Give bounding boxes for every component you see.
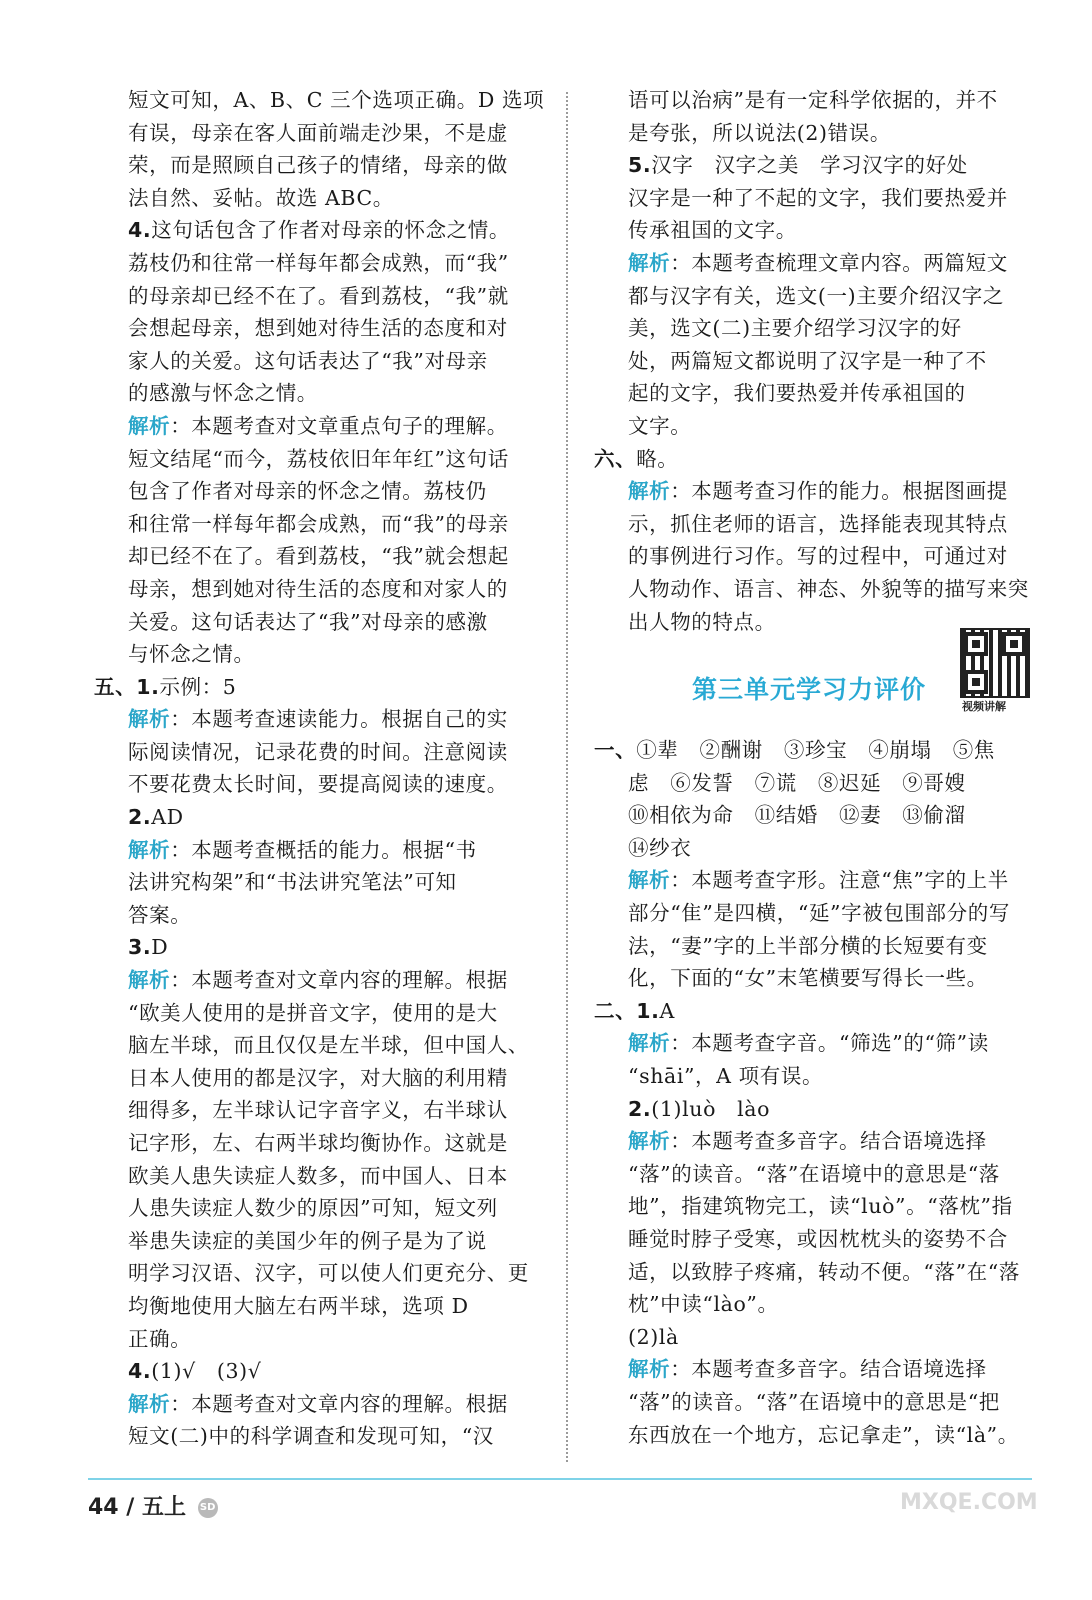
section-number: 二、 — [594, 998, 637, 1023]
line-text: 均衡地使用大脑左右两半球，选项 D — [128, 1293, 469, 1318]
text-line — [588, 573, 1046, 606]
text-line — [88, 475, 548, 508]
line-text: 细得多，左半球认记字音字义，右半球认 — [128, 1098, 508, 1123]
line-text: 和往常一样每年都会成熟，而“我”的母亲 — [128, 511, 509, 536]
text-line — [588, 149, 1046, 182]
unit-header — [588, 642, 1046, 734]
text-line — [88, 377, 548, 410]
text-line — [588, 1256, 1046, 1289]
text-line — [588, 377, 1046, 410]
line-text: 荣，而是照顾自己孩子的情绪，母亲的做 — [128, 153, 508, 178]
text-line — [588, 280, 1046, 313]
line-text: (2)là — [628, 1324, 679, 1349]
text-line — [588, 930, 1046, 963]
line-text: ：本题考查梳理文章内容。两篇短文 — [670, 250, 1008, 275]
line-text: 的母亲却已经不在了。看到荔枝，“我”就 — [128, 283, 509, 308]
line-text: 有误，母亲在客人面前端走沙果，不是虚 — [128, 120, 508, 145]
line-text: 是夸张，所以说法(2)错误。 — [628, 120, 891, 145]
line-text: ：本题考查多音字。结合语境选择 — [670, 1357, 987, 1382]
text-line — [88, 671, 548, 704]
question-number: 2. — [628, 1096, 652, 1121]
line-text: 示，抓住老师的语言，选择能表现其特点 — [628, 511, 1008, 536]
text-line — [588, 1060, 1046, 1093]
line-text: 适，以致脖子疼痛，转动不便。“落”在“落 — [628, 1259, 1020, 1284]
line-text: A — [659, 998, 675, 1023]
question-number: 1. — [636, 998, 660, 1023]
text-line — [88, 736, 548, 769]
text-line — [588, 443, 1046, 476]
line-text: D — [151, 935, 169, 960]
text-line — [588, 1353, 1046, 1386]
line-text: 母亲，想到她对待生活的态度和对家人的 — [128, 576, 508, 601]
text-line — [588, 864, 1046, 897]
line-text: 处，两篇短文都说明了汉字是一种了不 — [628, 348, 987, 373]
unit-title: 第三单元学习力评价 — [692, 675, 927, 705]
text-line — [588, 508, 1046, 541]
text-line — [88, 1323, 548, 1356]
line-text: 传承祖国的文字。 — [628, 218, 797, 243]
line-text: ：本题考查多音字。结合语境选择 — [670, 1129, 987, 1154]
text-line — [88, 410, 548, 443]
right-column-bottom — [588, 734, 1046, 1451]
line-text: (1)√ (3)√ — [151, 1359, 262, 1384]
text-line — [588, 1321, 1046, 1354]
line-text: 却已经不在了。看到荔枝，“我”就会想起 — [128, 544, 509, 569]
text-line — [588, 734, 1046, 767]
line-text: 这句话包含了作者对母亲的怀念之情。 — [151, 218, 510, 243]
analysis-label: 解析 — [128, 968, 171, 993]
text-line — [88, 312, 548, 345]
text-line — [588, 1190, 1046, 1223]
line-text: 起的文字，我们要热爱并传承祖国的 — [628, 381, 966, 406]
line-text: 短文可知，A、B、C 三个选项正确。D 选项 — [128, 88, 545, 112]
question-number: 4. — [128, 1359, 152, 1384]
line-text: 明学习汉语、汉字，可以使人们更充分、更 — [128, 1261, 529, 1286]
text-line — [88, 1094, 548, 1127]
analysis-label: 解析 — [128, 707, 171, 732]
text-line — [88, 182, 548, 215]
line-text: ：本题考查字音。“筛选”的“筛”读 — [670, 1031, 989, 1056]
line-text: 法讲究构架”和“书法讲究笔法”可知 — [128, 870, 457, 895]
text-line — [88, 703, 548, 736]
text-line — [88, 84, 548, 117]
line-text: 与怀念之情。 — [128, 642, 255, 667]
qr-caption: 视频讲解 — [962, 700, 1006, 714]
text-line — [588, 1223, 1046, 1256]
line-text: 答案。 — [128, 902, 192, 927]
text-line — [588, 345, 1046, 378]
text-line — [88, 964, 548, 997]
line-text: 关爱。这句话表达了“我”对母亲的感激 — [128, 609, 488, 634]
right-column-top — [588, 84, 1046, 638]
text-line — [88, 1257, 548, 1290]
text-line — [88, 149, 548, 182]
line-text: ：本题考查对文章内容的理解。根据 — [170, 968, 508, 993]
text-line — [88, 1355, 548, 1388]
text-line — [588, 897, 1046, 930]
line-text: 虑 ⑥发誓 ⑦谎 ⑧迟延 ⑨哥嫂 — [628, 770, 966, 795]
text-line — [588, 962, 1046, 995]
edition-badge: SD — [198, 1498, 218, 1518]
text-line — [88, 1127, 548, 1160]
question-number: 1. — [136, 674, 160, 699]
text-line — [88, 573, 548, 606]
question-number: 3. — [128, 935, 152, 960]
text-line — [88, 117, 548, 150]
line-text: (1)luò lào — [651, 1096, 771, 1121]
line-text: 不要花费太长时间，要提高阅读的速度。 — [128, 772, 508, 797]
text-line — [88, 1388, 548, 1421]
text-line — [588, 410, 1046, 443]
text-line — [88, 280, 548, 313]
analysis-label: 解析 — [628, 868, 671, 893]
text-line — [88, 247, 548, 280]
text-line — [88, 899, 548, 932]
line-text: 东西放在一个地方，忘记拿走”，读“là”。 — [628, 1422, 1019, 1447]
text-line — [88, 931, 548, 964]
line-text: ：本题考查对文章内容的理解。根据 — [170, 1391, 508, 1416]
column-divider — [566, 92, 568, 1462]
text-line — [88, 540, 548, 573]
line-text: 法自然、妥帖。故选 ABC。 — [128, 185, 394, 210]
text-line — [88, 768, 548, 801]
line-text: 脑左半球，而且仅仅是左半球，但中国人、 — [128, 1033, 529, 1058]
line-text: 家人的关爱。这句话表达了“我”对母亲 — [128, 348, 488, 373]
line-text: 汉字 汉字之美 学习汉字的好处 — [651, 153, 968, 178]
line-text: ⑭纱衣 — [628, 835, 692, 860]
text-line — [88, 443, 548, 476]
question-number: 4. — [128, 218, 152, 243]
line-text: ⑩相依为命 ⑪结婚 ⑫妻 ⑬偷溜 — [628, 803, 966, 828]
line-text: 举患失读症的美国少年的例子是为了说 — [128, 1228, 487, 1253]
text-line — [88, 606, 548, 639]
text-line — [588, 1158, 1046, 1191]
analysis-label: 解析 — [628, 479, 671, 504]
line-text: 化，下面的“女”末笔横要写得长一些。 — [628, 966, 988, 991]
line-text: 法，“妻”字的上半部分横的长短要有变 — [628, 933, 988, 958]
line-text: ：本题考查对文章重点句子的理解。 — [170, 413, 508, 438]
text-line — [588, 475, 1046, 508]
text-line — [588, 247, 1046, 280]
text-line — [88, 801, 548, 834]
line-text: 文字。 — [628, 413, 692, 438]
line-text: 欧美人患失读症人数多，而中国人、日本 — [128, 1163, 508, 1188]
line-text: “shāi”，A 项有误。 — [628, 1064, 824, 1089]
text-line — [588, 1386, 1046, 1419]
question-number: 2. — [128, 805, 152, 830]
line-text: “欧美人使用的是拼音文字，使用的是大 — [128, 1000, 498, 1025]
line-text: 的感激与怀念之情。 — [128, 381, 318, 406]
watermark: MXQE.COM — [900, 1490, 1038, 1515]
analysis-label: 解析 — [628, 1031, 671, 1056]
line-text: ：本题考查速读能力。根据自己的实 — [170, 707, 508, 732]
question-number: 5. — [628, 153, 652, 178]
section-number: 六、 — [594, 446, 637, 471]
text-line — [588, 1288, 1046, 1321]
text-line — [88, 638, 548, 671]
line-text: 略。 — [636, 446, 679, 471]
line-text: 际阅读情况，记录花费的时间。注意阅读 — [128, 739, 508, 764]
text-line — [588, 1419, 1046, 1452]
analysis-label: 解析 — [128, 837, 171, 862]
text-line — [588, 182, 1046, 215]
page-footer — [88, 1490, 218, 1521]
line-text: AD — [151, 805, 184, 830]
line-text: ：本题考查习作的能力。根据图画提 — [670, 479, 1008, 504]
text-line — [88, 508, 548, 541]
line-text: “落”的读音。“落”在语境中的意思是“把 — [628, 1389, 1000, 1414]
text-line — [88, 866, 548, 899]
line-text: 语可以治病”是有一定科学依据的，并不 — [628, 88, 998, 112]
line-text: 都与汉字有关，选文(一)主要介绍汉字之 — [628, 283, 1004, 308]
analysis-label: 解析 — [128, 1391, 171, 1416]
text-line — [588, 540, 1046, 573]
text-line — [588, 767, 1046, 800]
line-text: ：本题考查字形。注意“焦”字的上半 — [670, 868, 1009, 893]
text-line — [88, 834, 548, 867]
text-line — [88, 1062, 548, 1095]
text-line — [588, 84, 1046, 117]
line-text: 睡觉时脖子受寒，或因枕枕头的姿势不合 — [628, 1227, 1008, 1251]
text-line — [588, 832, 1046, 865]
text-line — [588, 1125, 1046, 1158]
line-text: 会想起母亲，想到她对待生活的态度和对 — [128, 316, 508, 341]
line-text: 短文结尾“而今，荔枝依旧年年红”这句话 — [128, 446, 509, 471]
line-text: 汉字是一种了不起的文字，我们要热爱并 — [628, 185, 1008, 210]
line-text: 人患失读症人数少的原因”可知，短文列 — [128, 1196, 498, 1221]
qr-code-icon[interactable] — [960, 628, 1030, 698]
text-line — [88, 1029, 548, 1062]
line-text: 部分“隹”是四横，“延”字被包围部分的写 — [628, 901, 1010, 926]
text-line — [588, 1027, 1046, 1060]
right-column — [588, 84, 1046, 1451]
footer-rule — [88, 1478, 1032, 1480]
analysis-label: 解析 — [628, 1129, 671, 1154]
text-line — [88, 345, 548, 378]
analysis-label: 解析 — [628, 1357, 671, 1382]
text-line — [588, 995, 1046, 1028]
analysis-label: 解析 — [628, 250, 671, 275]
text-line — [588, 214, 1046, 247]
text-line — [88, 1160, 548, 1193]
page-label: 44 / 五上 — [88, 1495, 186, 1520]
section-number: 一、 — [594, 738, 637, 763]
text-line — [88, 1192, 548, 1225]
line-text: 示例：5 — [159, 674, 237, 699]
text-line — [588, 799, 1046, 832]
analysis-label: 解析 — [128, 413, 171, 438]
line-text: 记字形，左、右两半球均衡协作。这就是 — [128, 1131, 508, 1155]
line-text: 枕”中读“lào”。 — [628, 1292, 779, 1317]
text-line — [88, 214, 548, 247]
text-line — [88, 997, 548, 1030]
line-text: 日本人使用的都是汉字，对大脑的利用精 — [128, 1065, 508, 1090]
section-number: 五、 — [94, 674, 137, 699]
left-column — [88, 84, 548, 1453]
line-text: 地”，指建筑物完工，读“luò”。“落枕”指 — [628, 1194, 1013, 1219]
line-text: “落”的读音。“落”在语境中的意思是“落 — [628, 1161, 1000, 1186]
line-text: 荔枝仍和往常一样每年都会成熟，而“我” — [128, 250, 509, 275]
line-text: 包含了作者对母亲的怀念之情。荔枝仍 — [128, 479, 487, 504]
line-text: 短文(二)中的科学调查和发现可知，“汉 — [128, 1424, 494, 1449]
text-line — [88, 1290, 548, 1323]
line-text: 美，选文(二)主要介绍学习汉字的好 — [628, 316, 962, 341]
line-text: 正确。 — [128, 1326, 192, 1351]
line-text: ①辈 ②酬谢 ③珍宝 ④崩塌 ⑤焦 — [636, 738, 995, 763]
line-text: 的事例进行习作。写的过程中，可通过对 — [628, 544, 1008, 569]
line-text: 人物动作、语言、神态、外貌等的描写来突 — [628, 576, 1029, 601]
text-line — [88, 1420, 548, 1453]
text-line — [588, 312, 1046, 345]
text-line — [588, 1093, 1046, 1126]
text-line — [588, 117, 1046, 150]
line-text: ：本题考查概括的能力。根据“书 — [170, 837, 477, 862]
line-text: 出人物的特点。 — [628, 609, 776, 634]
text-line — [88, 1225, 548, 1258]
